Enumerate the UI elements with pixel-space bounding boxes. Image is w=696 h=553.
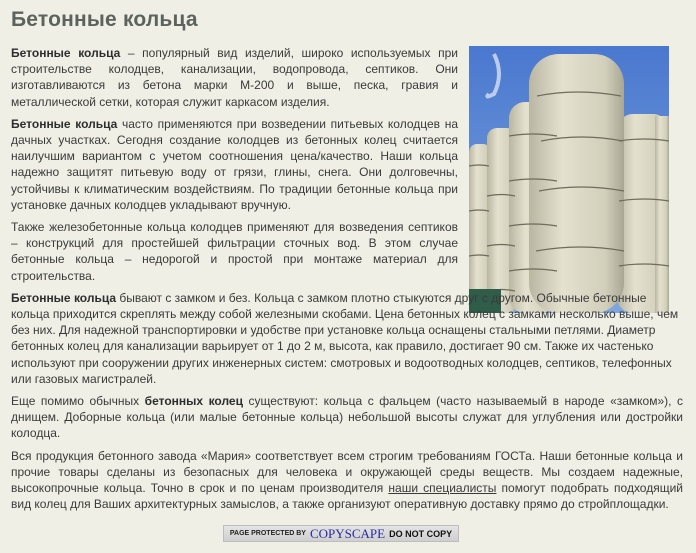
page-title: Бетонные кольца [11, 8, 198, 31]
keyword-bold: бетонных колец [144, 394, 243, 409]
copyscape-badge[interactable] [223, 525, 459, 542]
paragraph-other-rings [11, 393, 683, 442]
paragraph-text: помогут подобрать подходящий вид колец для Ваших архитектурных замыслов, а также организуют оперативную доставку прямо до стройплощадки. [11, 481, 683, 512]
keyword-bold: Бетонные кольца [11, 290, 117, 305]
paragraph-lock-types [11, 290, 683, 387]
copyscape-suffix: DO NOT COPY [389, 528, 453, 539]
paragraph-intro [11, 45, 458, 110]
paragraph-text: – популярный вид изделий, широко используемых при строительстве колодцев, канализации, водопровода, септиков. Они изготавливаются из бетона марки М-200 и выше, песка, гравия и металлической сетки, которая служит каркасом изделия. [11, 46, 458, 109]
specialists-link[interactable]: наши специалисты [388, 481, 497, 496]
paragraph-text: бывают с замком и без. Кольца с замком плотно стыкуются друг с другом. Обычные бетонные кольца приходится скреплять между собой железными скобами. Цена бетонных колец с замками несколько выше, чем без них. Для надежной транспортировки и удобстве при установке кольца оснащены стальными петлями. Диаметр бетонных колец для канализации варьирует от 1 до 2 м, высота, как правило, достигает 90 см. Также их частенько используют при сооружении других инженерных систем: смотровых и водоотводных колодцев, септиков, телефонных или газовых магистралей. [11, 290, 679, 386]
copyscape-prefix: PAGE PROTECTED BY [229, 530, 306, 537]
paragraph-septic [11, 219, 458, 284]
article-body [11, 45, 683, 518]
paragraph-quality [11, 448, 683, 513]
paragraph-text: Вся продукция бетонного завода «Мария» соответствует всем строгим требованиям ГОСТа. Наши бетонные кольца и прочие товары сделаны из безопасных для человека и окружающей среды веществ. Мы создаем надежные, высокопрочные кольца. Точно в срок и по ценам производителя [11, 448, 683, 496]
paragraph-text: Еще помимо обычных [11, 394, 145, 409]
paragraph-wells [11, 116, 458, 213]
paragraph-text: часто применяются при возведении питьевых колодцев на дачных участках. Сегодня создание колодцев из бетонных колец считается наилучшим вариантом с учетом соотношения цена/качество. Наши кольца надежно защитят питьевую воду от грязи, глины, снега. Они долговечны, устойчивы к климатическим воздействиям. По традиции бетонные кольца при установке дачных колодцев укладывают вручную. [11, 116, 458, 212]
keyword-bold: Бетонные кольца [11, 46, 121, 60]
paragraph-text: существуют: кольца с фальцем (часто называемый в народе «замком»), с днищем. Доборные кольца (или малые бетонные кольца) небольшой высоты служат для углубления или достройки колодца. [11, 394, 683, 441]
paragraph-text: Также железобетонные кольца колодцев применяют для возведения септиков – конструкций для простейшей фильтрации сточных вод. В этом случае бетонные кольца – недорогой и простой при монтаже материал для строительства. [11, 220, 458, 283]
keyword-bold: Бетонные кольца [11, 116, 118, 131]
copyscape-logo: COPYSCAPE [309, 525, 386, 541]
